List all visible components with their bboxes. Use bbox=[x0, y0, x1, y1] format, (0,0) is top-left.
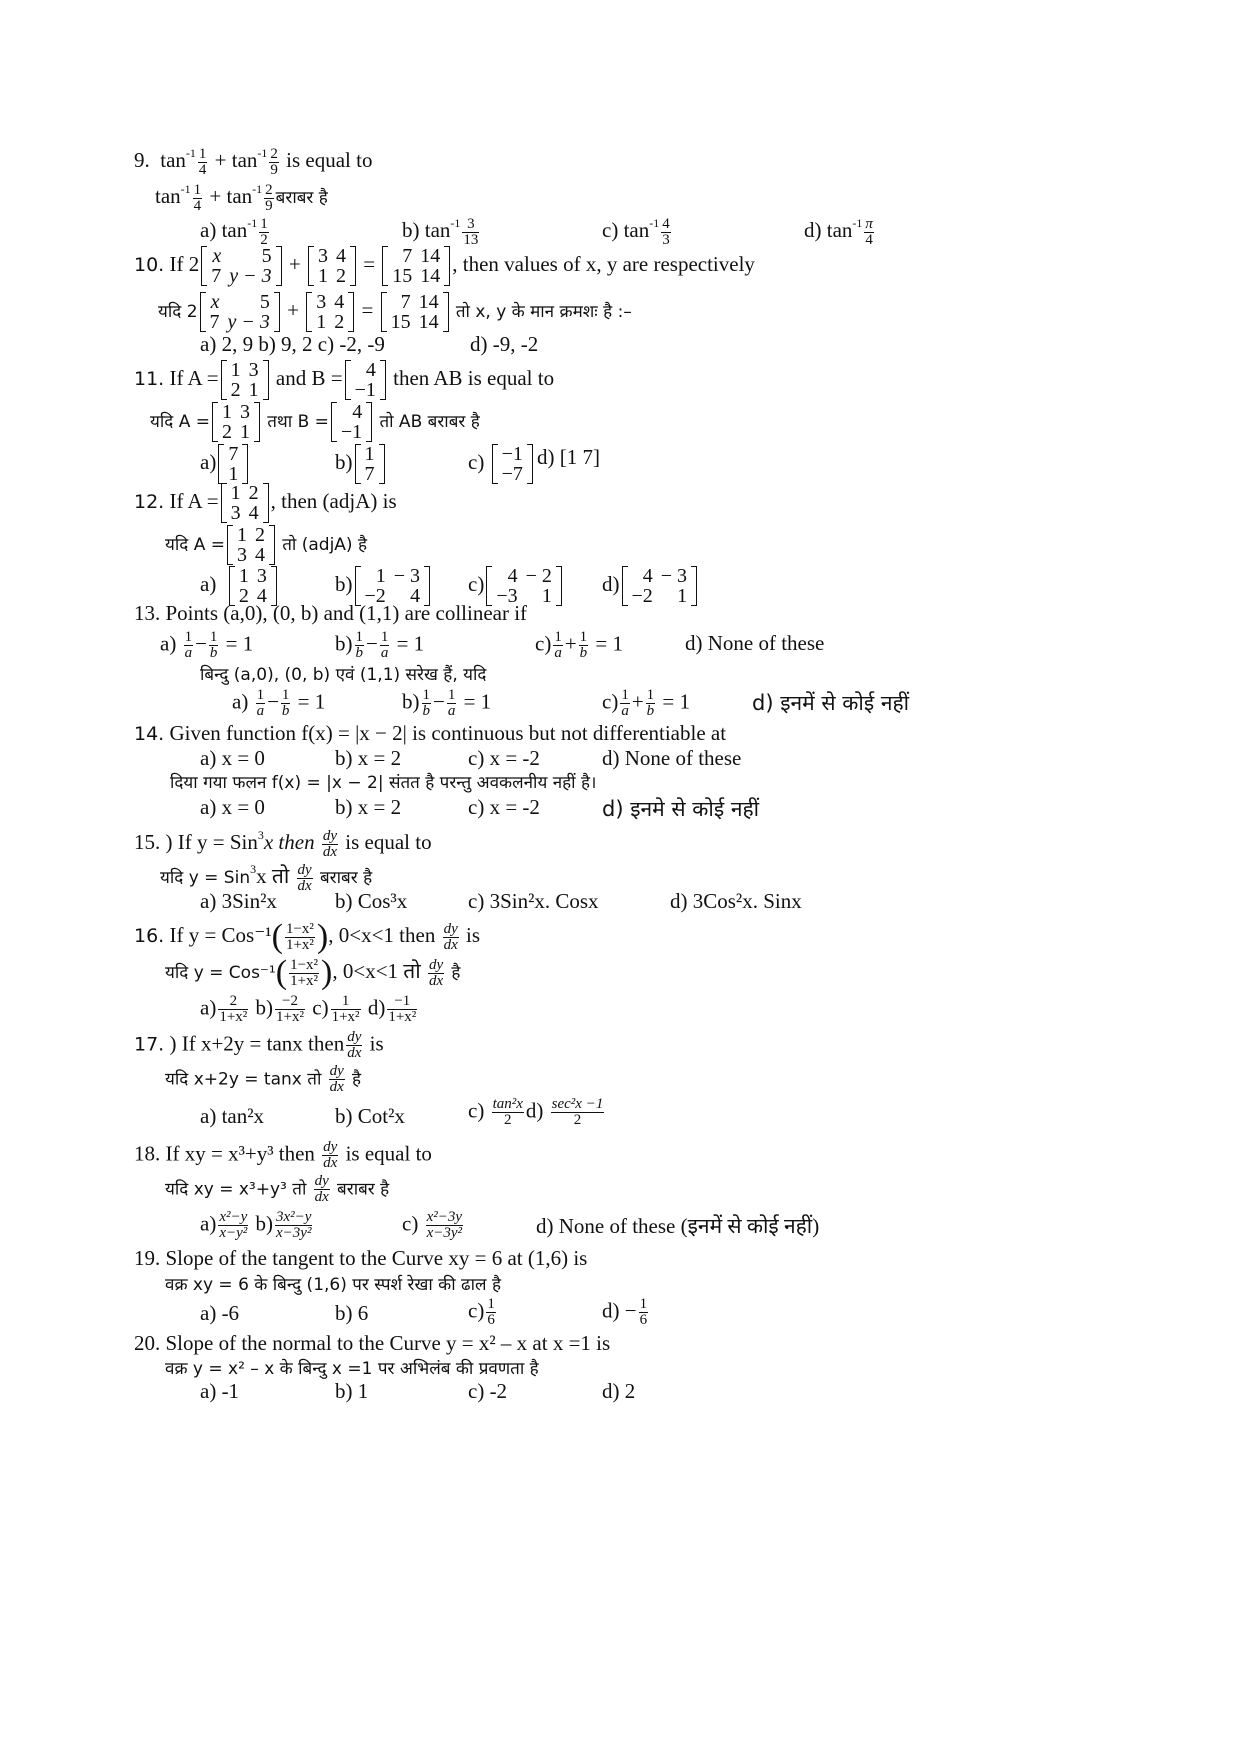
q19-option-d[interactable]: d) − $\frac{1}{6}$ bbox=[602, 1296, 648, 1328]
q14-option-a[interactable]: a) x = 0 bbox=[200, 746, 265, 770]
q16-options[interactable]: a) $\frac{2}{\text{1+x²}}$ b) $\frac{-2}{\text{1+x²}}$ c) $\frac{1}{\text{1+x²}}$ d) $\frac{-1}{\text{1+x²}}$ bbox=[200, 993, 417, 1025]
q14-option-b[interactable]: b) x = 2 bbox=[335, 746, 402, 770]
q20-option-d[interactable]: d) 2 bbox=[602, 1379, 636, 1403]
q15-option-a[interactable]: a) 3Sin²x bbox=[200, 889, 277, 913]
q11-hindi: यदि A = 1 3 2 1 तथा B = 4 −1 तो AB बराबर है bbox=[150, 401, 480, 443]
q17-option-b[interactable]: b) Cot²x bbox=[335, 1104, 405, 1128]
q10-option-d[interactable]: d) -9, -2 bbox=[470, 332, 539, 356]
q11-option-a[interactable]: a) 7 1 bbox=[200, 444, 250, 484]
q9-english: 9. $\tan^{-1}$ $\frac{1}{4}$ + $\tan^{-1}$ $\frac{2}{9}$ is equal to bbox=[134, 145, 373, 178]
q9-option-d[interactable]: d) $\tan^{-1}$ $\frac{\pi}{4}$ bbox=[804, 215, 873, 248]
q16-hindi: यदि y = Cos⁻¹( $\frac{\text{1−x²}}{\text{1+x²}}$ ), 0<x<1 तो $\frac{dy}{dx}$ है bbox=[165, 954, 461, 991]
q11-option-d[interactable]: d) [1 7] bbox=[537, 445, 600, 469]
q13-option-a[interactable]: a) $\frac{1}{a}$ − $\frac{1}{b}$ = 1 bbox=[160, 629, 254, 661]
q18-hindi: यदि xy = x³+y³ तो $\frac{dy}{dx}$ बराबर है bbox=[165, 1173, 390, 1205]
q14-hindi: दिया गया फलन f(x) = |x − 2| संतत है परन्तु अवकलनीय नहीं है। bbox=[170, 773, 597, 793]
q20-english: 20. Slope of the normal to the Curve y = x² – x at x =1 is bbox=[134, 1331, 611, 1355]
q13-hindi-option-a[interactable]: a) $\frac{1}{a}$ − $\frac{1}{b}$ = 1 bbox=[232, 687, 326, 719]
q13-english: 13. Points (a,0), (0, b) and (1,1) are collinear if bbox=[134, 601, 528, 625]
q17-english: 17. ) If x+2y = tanx then $\frac{dy}{dx}$ is bbox=[134, 1029, 384, 1061]
q15-option-d[interactable]: d) 3Cos²x. Sinx bbox=[670, 889, 802, 913]
q12-english: 12. If A = 1 2 3 4 , then (adjA) is bbox=[134, 482, 397, 524]
q19-option-c[interactable]: c) $\frac{1}{6}$ bbox=[468, 1296, 495, 1328]
q11-option-b[interactable]: b) 1 7 bbox=[335, 444, 387, 484]
q9-option-c[interactable]: c) $\tan^{-1}$ $\frac{4}{3}$ bbox=[602, 215, 670, 248]
q10-english: 10. If 2 x 5 7 y − 3 + 3 4 1 2 = 7 14 15 14 , then values of x, y are respectively bbox=[134, 245, 755, 287]
q18-option-c[interactable]: c) $\frac{\text{x²−3y}}{\text{x−3y²}}$ bbox=[402, 1209, 463, 1241]
q12-option-d[interactable]: d) 4 − 3 −2 1 bbox=[602, 566, 699, 606]
q13-option-c[interactable]: c) $\frac{1}{a}$ + $\frac{1}{b}$ = 1 bbox=[535, 629, 624, 661]
q15-hindi: यदि y = Sin$^3$x तो $\frac{dy}{dx}$ बराबर है bbox=[160, 861, 373, 894]
q15-english: 15. ) If y = Sin$^3$x then $\frac{dy}{dx}$ is equal to bbox=[134, 827, 432, 860]
q12-option-a[interactable]: a) 1 3 2 4 bbox=[200, 566, 279, 606]
q18-options-ab[interactable]: a) $\frac{\text{x²−y}}{\text{x−y²}}$ b) $\frac{\text{3x²−y}}{\text{x−3y²}}$ bbox=[200, 1209, 312, 1241]
q14-english: 14. Given function f(x) = |x − 2| is continuous but not differentiable at bbox=[134, 721, 727, 745]
q13-option-b[interactable]: b) $\frac{1}{b}$ − $\frac{1}{a}$ = 1 bbox=[335, 629, 425, 661]
q15-option-c[interactable]: c) 3Sin²x. Cosx bbox=[468, 889, 599, 913]
q14-hindi-option-d[interactable]: d) इनमे से कोई नहीं bbox=[602, 797, 760, 821]
q9-option-b[interactable]: b) $\tan^{-1}$ $\frac{3}{13}$ bbox=[402, 215, 479, 248]
q9-option-a[interactable]: a) $\tan^{-1}$ $\frac{1}{2}$ bbox=[200, 215, 268, 248]
q13-hindi: बिन्दु (a,0), (0, b) एवं (1,1) सरेख हैं, यदि bbox=[200, 665, 487, 685]
q19-english: 19. Slope of the tangent to the Curve xy = 6 at (1,6) is bbox=[134, 1246, 588, 1270]
q13-hindi-option-b[interactable]: b) $\frac{1}{b}$ − $\frac{1}{a}$ = 1 bbox=[402, 687, 492, 719]
q19-option-a[interactable]: a) -6 bbox=[200, 1301, 240, 1325]
q14-hindi-option-b[interactable]: b) x = 2 bbox=[335, 795, 402, 819]
q12-option-c[interactable]: c) 4 − 2 −3 1 bbox=[468, 566, 564, 606]
q14-option-d[interactable]: d) None of these bbox=[602, 746, 742, 770]
q17-option-c[interactable]: c) $\frac{\text{tan²x}}{2}$ d) $\frac{\text{sec²x −1}}{2}$ bbox=[468, 1096, 604, 1128]
q9-hindi: $\tan^{-1}$ $\frac{1}{4}$ + $\tan^{-1}$ $\frac{2}{9}$ बराबर है bbox=[155, 181, 328, 214]
q17-hindi: यदि x+2y = tanx तो $\frac{dy}{dx}$ है bbox=[165, 1063, 362, 1095]
q12-option-b[interactable]: b) 1 − 3 −2 4 bbox=[335, 566, 432, 606]
q12-hindi: यदि A = 1 2 3 4 तो (adjA) है bbox=[165, 524, 367, 566]
q19-hindi: वक्र xy = 6 के बिन्दु (1,6) पर स्पर्श रेखा की ढाल है bbox=[165, 1275, 501, 1295]
q20-hindi: वक्र y = x² – x के बिन्दु x =1 पर अभिलंब की प्रवणता है bbox=[165, 1359, 539, 1379]
q13-hindi-option-c[interactable]: c) $\frac{1}{a}$ + $\frac{1}{b}$ = 1 bbox=[602, 687, 691, 719]
q16-english: 16. If y = Cos⁻¹( $\frac{\text{1−x²}}{\text{1+x²}}$ ), 0<x<1 then $\frac{dy}{dx}$ is bbox=[134, 918, 481, 955]
q13-option-d[interactable]: d) None of these bbox=[685, 631, 825, 655]
q19-option-b[interactable]: b) 6 bbox=[335, 1301, 369, 1325]
q14-hindi-option-c[interactable]: c) x = -2 bbox=[468, 795, 540, 819]
q17-option-a[interactable]: a) tan²x bbox=[200, 1104, 265, 1128]
q20-option-a[interactable]: a) -1 bbox=[200, 1379, 240, 1403]
q20-option-c[interactable]: c) -2 bbox=[468, 1379, 508, 1403]
q14-hindi-option-a[interactable]: a) x = 0 bbox=[200, 795, 265, 819]
q18-english: 18. If xy = x³+y³ then $\frac{dy}{dx}$ is equal to bbox=[134, 1139, 432, 1171]
q15-option-b[interactable]: b) Cos³x bbox=[335, 889, 408, 913]
q10-hindi: यदि 2 x 5 7 y − 3 + 3 4 1 2 = 7 14 15 14 तो x, y के मान क्रमशः है :– bbox=[158, 291, 632, 333]
q10-options-abc[interactable]: a) 2, 9 b) 9, 2 c) -2, -9 bbox=[200, 332, 385, 356]
q11-option-c[interactable]: c) −1 −7 bbox=[468, 444, 535, 484]
q14-option-c[interactable]: c) x = -2 bbox=[468, 746, 540, 770]
q20-option-b[interactable]: b) 1 bbox=[335, 1379, 369, 1403]
q18-option-d[interactable]: d) None of these (इनमें से कोई नहीं) bbox=[536, 1214, 820, 1238]
q13-hindi-option-d[interactable]: d) इनमें से कोई नहीं bbox=[752, 691, 910, 715]
q11-english: 11. If A = 1 3 2 1 and B = 4 −1 then AB is equal to bbox=[134, 359, 555, 401]
